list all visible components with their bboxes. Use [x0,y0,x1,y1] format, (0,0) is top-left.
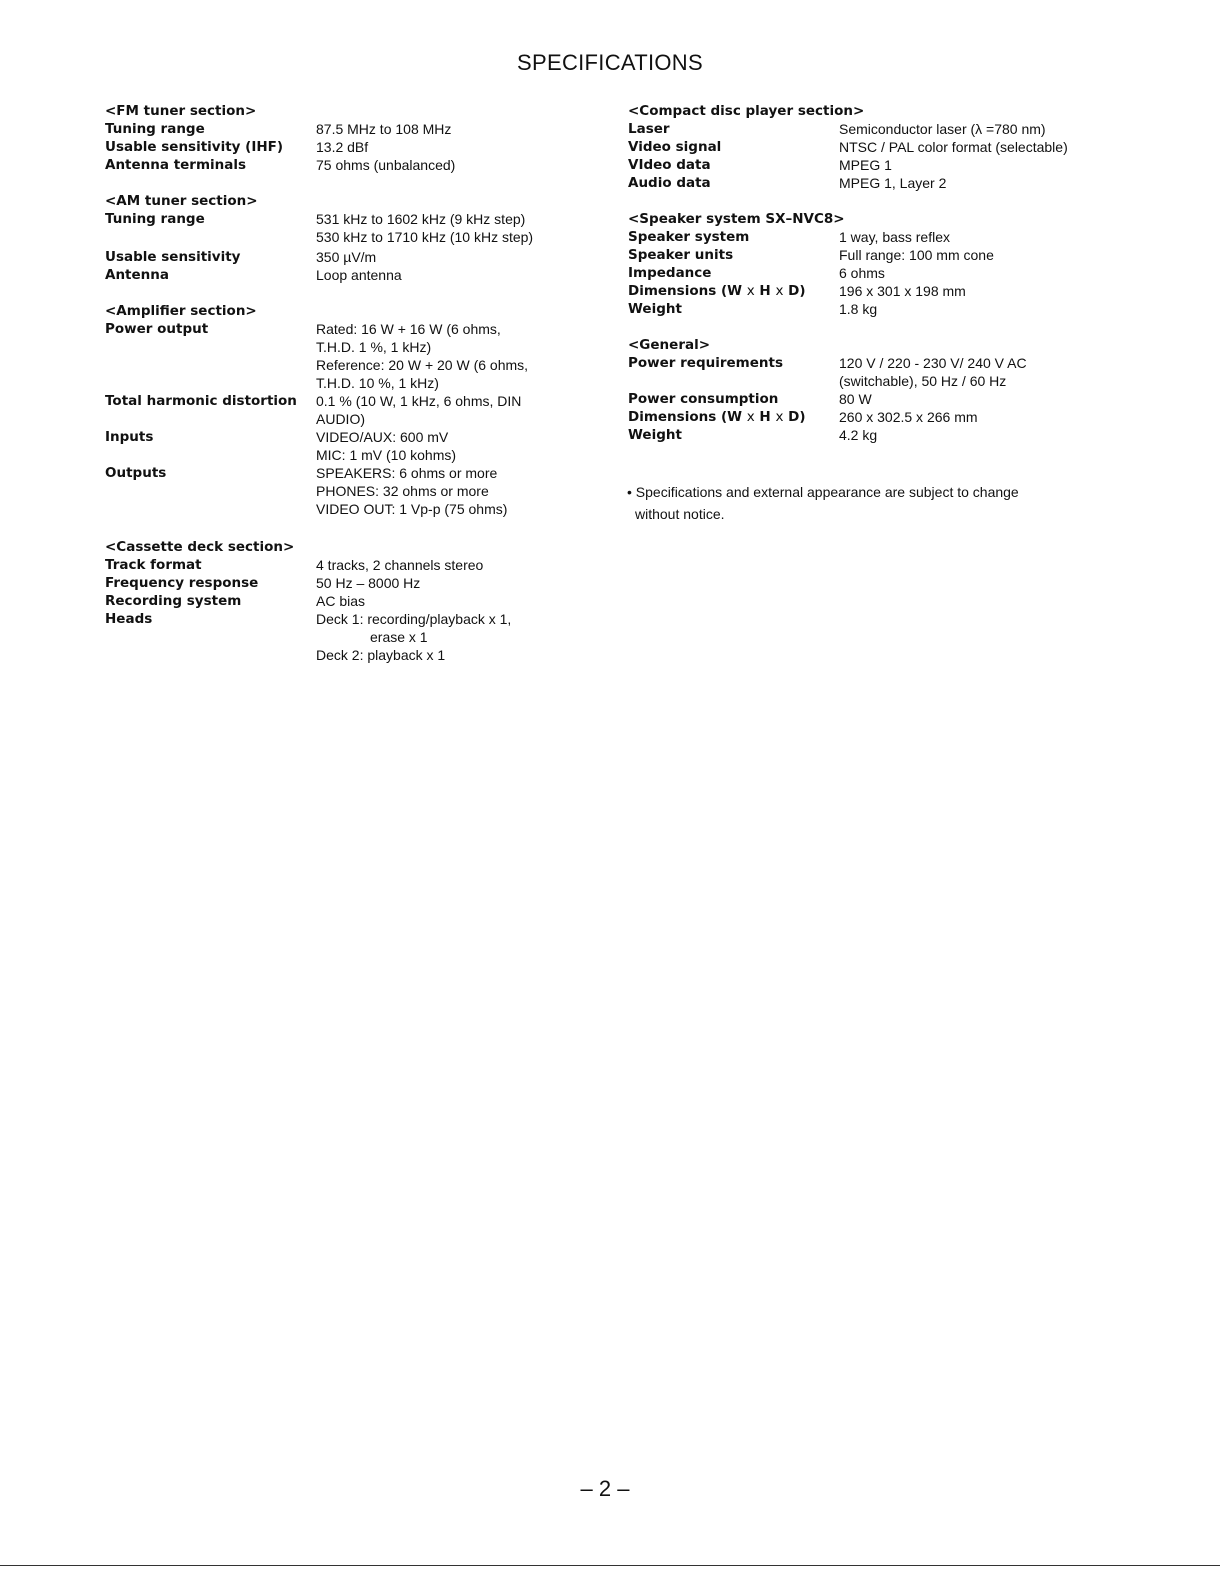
spec-label: Inputs [105,429,154,445]
bottom-divider [0,1565,1220,1566]
spec-label: Power requirements [628,355,784,371]
spec-row [105,320,575,392]
spec-label: Laser [628,121,670,137]
spec-label: Speaker system [628,229,750,245]
spec-row [105,120,575,138]
spec-label: VIdeo data [628,157,711,173]
spec-row [628,156,1198,174]
section-heading: <General> [628,337,711,353]
note-line: • Specifications and external appearance are subject to change [627,484,1019,500]
speaker-system-section [628,210,1198,318]
spec-label: Tuning range [105,211,205,227]
spec-label: Weight [628,301,682,317]
spec-value: SPEAKERS: 6 ohms or more PHONES: 32 ohms or more VIDEO OUT: 1 Vp-p (75 ohms) [316,465,508,517]
spec-value: VIDEO/AUX: 600 mV MIC: 1 mV (10 kohms) [316,429,457,463]
cd-player-section [628,102,1198,192]
spec-value: 80 W [839,391,872,407]
spec-row [105,556,575,574]
section-heading: <Cassette deck section> [105,539,295,555]
spec-label: Frequency response [105,575,259,591]
spec-row [628,246,1198,264]
general-section [628,336,1198,444]
spec-row [628,138,1198,156]
cassette-deck-section [105,538,575,664]
note-line: without notice. [635,506,725,522]
spec-value: Deck 1: recording/playback x 1, erase x 1 Deck 2: playback x 1 [316,611,512,663]
spec-value: 75 ohms (unbalanced) [316,157,456,173]
spec-value: 13.2 dBf [316,139,369,155]
spec-value: 87.5 MHz to 108 MHz [316,121,452,137]
spec-label: Weight [628,427,682,443]
spec-row [105,592,575,610]
spec-label: Dimensions (W x H x D) [628,283,806,299]
spec-label: Outputs [105,465,167,481]
spec-label: Tuning range [105,121,205,137]
section-heading: <Speaker system SX–NVC8> [628,211,845,227]
spec-row [105,464,575,518]
spec-label: Speaker units [628,247,734,263]
spec-row [105,210,575,246]
spec-row [628,408,1198,426]
spec-value: MPEG 1, Layer 2 [839,175,947,191]
spec-label: Track format [105,557,202,573]
spec-row [628,426,1198,444]
spec-label: Antenna terminals [105,157,247,173]
spec-value: 196 x 301 x 198 mm [839,283,966,299]
spec-value: NTSC / PAL color format (selectable) [839,139,1068,155]
right-column [628,102,1198,462]
spec-row [628,354,1198,390]
spec-row [105,574,575,592]
spec-label: Power consumption [628,391,779,407]
spec-value: 531 kHz to 1602 kHz (9 kHz step) 530 kHz to 1710 kHz (10 kHz step) [316,211,534,245]
spec-label: Impedance [628,265,712,281]
spec-row [105,248,575,266]
section-heading: <FM tuner section> [105,103,257,119]
spec-label: Dimensions (W x H x D) [628,409,806,425]
spec-value: 260 x 302.5 x 266 mm [839,409,978,425]
spec-label: Usable sensitivity (IHF) [105,139,284,155]
section-heading: <AM tuner section> [105,193,258,209]
spec-value: 4.2 kg [839,427,878,443]
spec-row [628,390,1198,408]
spec-value: AC bias [316,593,366,609]
spec-value: MPEG 1 [839,157,892,173]
page-number: – 2 – [580,1476,630,1501]
spec-label: Power output [105,321,209,337]
spec-label: Total harmonic distortion [105,393,297,409]
section-heading: <Amplifier section> [105,303,257,319]
spec-value: 120 V / 220 - 230 V/ 240 V AC (switchable), 50 Hz / 60 Hz [839,355,1027,389]
spec-label: Heads [105,611,153,627]
spec-value: Full range: 100 mm cone [839,247,994,263]
section-heading: <Compact disc player section> [628,103,865,119]
spec-value: 0.1 % (10 W, 1 kHz, 6 ohms, DIN AUDIO) [316,393,522,427]
spec-row [628,174,1198,192]
spec-row [105,428,575,464]
spec-label: Antenna [105,267,169,283]
spec-value: 4 tracks, 2 channels stereo [316,557,484,573]
spec-value: 350 µV/m [316,249,377,265]
spec-value: Loop antenna [316,267,402,283]
spec-value: 6 ohms [839,265,885,281]
spec-value: Semiconductor laser (λ =780 nm) [839,121,1046,137]
spec-row [628,264,1198,282]
spec-row [105,138,575,156]
spec-row [628,300,1198,318]
spec-label: Video signal [628,139,722,155]
spec-row [105,392,575,428]
page-title: SPECIFICATIONS [517,50,703,75]
spec-row [628,228,1198,246]
spec-change-note [627,481,1187,525]
spec-row [105,610,575,664]
spec-row [105,156,575,174]
spec-value: 1 way, bass reflex [839,229,951,245]
spec-row [628,282,1198,300]
fm-tuner-section [105,102,575,174]
am-tuner-section [105,192,575,284]
spec-value: Rated: 16 W + 16 W (6 ohms, T.H.D. 1 %, 1 kHz) Reference: 20 W + 20 W (6 ohms, T.H.D. 10 %, 1 kHz) [316,321,529,391]
spec-value: 50 Hz – 8000 Hz [316,575,421,591]
spec-label: Audio data [628,175,711,191]
left-column [105,102,575,682]
spec-row [628,120,1198,138]
spec-label: Recording system [105,593,242,609]
spec-row [105,266,575,284]
spec-value: 1.8 kg [839,301,878,317]
spec-label: Usable sensitivity [105,249,241,265]
amplifier-section [105,302,575,518]
